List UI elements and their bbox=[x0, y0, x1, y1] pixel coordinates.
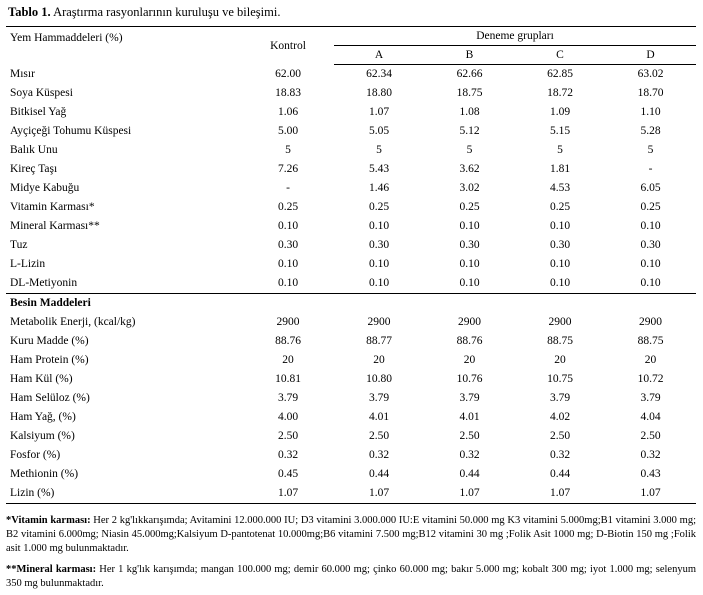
table-cell: 20 bbox=[644, 354, 657, 366]
table-cell: 1.10 bbox=[640, 106, 661, 118]
table-cell: 1.07 bbox=[242, 484, 334, 504]
table-cell: 2.50 bbox=[640, 430, 661, 442]
row-label: Fosfor (%) bbox=[10, 449, 61, 461]
table-row bbox=[6, 370, 696, 389]
table-cell: 0.45 bbox=[277, 468, 299, 480]
table-cell: 0.32 bbox=[459, 449, 480, 461]
row-label: Mineral Karması** bbox=[10, 220, 100, 232]
table-cell: 0.32 bbox=[368, 449, 390, 461]
table-cell: 10.75 bbox=[547, 373, 573, 385]
table-row bbox=[6, 236, 696, 255]
table-cell: 0.43 bbox=[640, 468, 661, 480]
table-row bbox=[6, 313, 696, 332]
row-label: Vitamin Karması* bbox=[10, 201, 95, 213]
table-cell: 2900 bbox=[276, 316, 300, 328]
table-caption-text: Araştırma rasyonlarının kuruluşu ve bileşimi. bbox=[53, 5, 281, 19]
table-cell: 18.75 bbox=[456, 87, 483, 99]
group-a-header: A bbox=[334, 46, 424, 65]
table-cell: 2.50 bbox=[368, 430, 390, 442]
table-cell: 62.66 bbox=[456, 68, 483, 80]
table-cell: 5 bbox=[466, 144, 473, 156]
row-label: Soya Küspesi bbox=[10, 87, 73, 99]
table-row bbox=[6, 65, 696, 85]
table-row bbox=[6, 332, 696, 351]
table-cell: 5.12 bbox=[459, 125, 480, 137]
table-row bbox=[6, 103, 696, 122]
table-row bbox=[6, 122, 696, 141]
table-cell: 3.79 bbox=[640, 392, 661, 404]
table-cell: 1.07 bbox=[605, 484, 696, 504]
table-row bbox=[6, 389, 696, 408]
row-label: Ham Selüloz (%) bbox=[10, 392, 90, 404]
row-label: Midye Kabuğu bbox=[10, 182, 80, 194]
table-cell: - bbox=[648, 163, 653, 175]
row-label: Lizin (%) bbox=[6, 484, 242, 504]
table-cell: 0.32 bbox=[640, 449, 661, 461]
table-cell: 1.09 bbox=[549, 106, 571, 118]
table-row bbox=[6, 465, 696, 484]
table-cell: 4.01 bbox=[459, 411, 480, 423]
table-cell: 0.44 bbox=[368, 468, 390, 480]
table-cell: 88.76 bbox=[456, 335, 483, 347]
header-row-1 bbox=[6, 27, 696, 46]
table-cell: 0.30 bbox=[640, 239, 661, 251]
table-cell: 1.08 bbox=[459, 106, 480, 118]
table-cell: 20 bbox=[282, 354, 294, 366]
table-cell: 0.44 bbox=[459, 468, 480, 480]
table-row bbox=[6, 198, 696, 217]
table-cell: 3.79 bbox=[277, 392, 299, 404]
table-cell: 18.83 bbox=[275, 87, 301, 99]
table-cell: 0.25 bbox=[549, 201, 571, 213]
ration-table-body bbox=[6, 27, 696, 504]
table-cell: 0.10 bbox=[459, 258, 480, 270]
table-row bbox=[6, 217, 696, 236]
table-cell: 62.85 bbox=[547, 68, 573, 80]
table-cell: 10.80 bbox=[366, 373, 392, 385]
table-cell: 3.62 bbox=[459, 163, 480, 175]
table-cell: 2.50 bbox=[549, 430, 571, 442]
table-cell: 62.00 bbox=[275, 67, 301, 80]
table-cell: 1.07 bbox=[334, 484, 424, 504]
table-cell: 4.04 bbox=[640, 411, 661, 423]
table-cell: 0.10 bbox=[549, 258, 571, 270]
table-cell: 0.44 bbox=[549, 468, 571, 480]
table-cell: 0.10 bbox=[549, 220, 571, 232]
vitamin-footnote-label: *Vitamin karması: bbox=[6, 515, 91, 526]
mineral-footnote-text: Her 1 kg'lık karışımda; mangan 100.000 mg; demir 60.000 mg; çinko 60.000 mg; bakır 5.000 mg; kobalt 300 mg; iyot 1.000 mg; selenyum 350 mg bulunmaktadır. bbox=[6, 564, 697, 589]
table-cell: 0.30 bbox=[549, 239, 571, 251]
table-cell: 0.10 bbox=[605, 274, 696, 294]
table-cell: 0.25 bbox=[277, 201, 299, 213]
mineral-footnote bbox=[6, 563, 696, 591]
table-cell: - bbox=[286, 182, 290, 194]
nutrients-section-row bbox=[6, 294, 696, 314]
table-cell: 20 bbox=[554, 354, 566, 366]
table-cell: 3.02 bbox=[459, 182, 480, 194]
table-cell: 18.70 bbox=[637, 87, 664, 99]
table-cell: 0.10 bbox=[334, 274, 424, 294]
table-row bbox=[6, 427, 696, 446]
table-cell: 0.32 bbox=[277, 449, 299, 461]
table-cell: 0.25 bbox=[368, 201, 390, 213]
mineral-footnote-label: **Mineral karması: bbox=[6, 564, 97, 575]
table-cell: 0.30 bbox=[277, 239, 299, 251]
row-label: Ham Protein (%) bbox=[10, 354, 89, 366]
table-row bbox=[6, 255, 696, 274]
table-cell: 2.50 bbox=[459, 430, 480, 442]
table-cell: 2900 bbox=[639, 316, 663, 328]
table-cell: 2900 bbox=[458, 316, 481, 328]
table-cell: 5.00 bbox=[277, 125, 299, 137]
table-cell: 0.25 bbox=[640, 201, 661, 213]
row-label: Mısır bbox=[10, 67, 35, 80]
table-cell: 10.81 bbox=[275, 373, 301, 385]
table-cell: 1.07 bbox=[368, 106, 390, 118]
table-row bbox=[6, 274, 696, 294]
table-cell: 0.32 bbox=[549, 449, 571, 461]
row-label: Kuru Madde (%) bbox=[10, 335, 89, 347]
table-cell: 0.30 bbox=[459, 239, 480, 251]
table-cell: 5 bbox=[285, 144, 291, 156]
table-cell: 18.72 bbox=[547, 87, 573, 99]
table-cell: 5 bbox=[376, 144, 382, 156]
table-cell: 20 bbox=[463, 354, 476, 366]
group-b-header: B bbox=[424, 46, 515, 65]
table-cell: 0.10 bbox=[242, 274, 334, 294]
table-cell: 2.50 bbox=[277, 430, 299, 442]
nutrients-section-title: Besin Maddeleri bbox=[10, 297, 91, 309]
table-cell: 18.80 bbox=[366, 87, 392, 99]
table-row bbox=[6, 446, 696, 465]
table-caption bbox=[8, 5, 280, 20]
vitamin-footnote bbox=[6, 514, 696, 556]
table-row bbox=[6, 351, 696, 370]
table-cell: 1.07 bbox=[515, 484, 605, 504]
table-cell: 5.28 bbox=[640, 125, 661, 137]
table-cell: 0.10 bbox=[515, 274, 605, 294]
table-cell: 6.05 bbox=[640, 182, 661, 194]
table-cell: 0.10 bbox=[640, 220, 661, 232]
table-cell: 0.10 bbox=[459, 220, 480, 232]
table-cell: 63.02 bbox=[637, 68, 664, 80]
table-cell: 3.79 bbox=[459, 392, 480, 404]
group-d-header: D bbox=[605, 46, 696, 65]
row-label: Methionin (%) bbox=[10, 468, 79, 480]
table-cell: 88.75 bbox=[637, 335, 664, 347]
table-cell: 0.10 bbox=[368, 258, 390, 270]
row-label: L-Lizin bbox=[10, 258, 46, 270]
row-label: Kireç Taşı bbox=[10, 163, 58, 175]
table-cell: 0.10 bbox=[277, 220, 299, 232]
control-header: Kontrol bbox=[242, 27, 334, 65]
table-cell: 5.43 bbox=[368, 163, 390, 175]
table-cell: 62.34 bbox=[366, 68, 392, 80]
table-cell: 0.10 bbox=[640, 258, 661, 270]
row-label: Ham Yağ, (%) bbox=[10, 411, 76, 423]
group-c-header: C bbox=[515, 46, 605, 65]
table-cell: 4.02 bbox=[549, 411, 571, 423]
table-caption-label: Tablo 1. bbox=[8, 5, 51, 19]
table-cell: 1.46 bbox=[368, 182, 390, 194]
feed-header: Yem Hammaddeleri (%) bbox=[6, 27, 242, 65]
ration-table bbox=[6, 26, 696, 504]
table-row bbox=[6, 160, 696, 179]
row-label: Ayçiçeği Tohumu Küspesi bbox=[10, 125, 132, 137]
table-cell: 5 bbox=[647, 144, 654, 156]
row-label: DL-Metiyonin bbox=[6, 274, 242, 294]
table-cell: 7.26 bbox=[277, 163, 299, 175]
table-cell: 5.15 bbox=[549, 125, 571, 137]
row-label: Bitkisel Yağ bbox=[10, 106, 67, 118]
row-label: Balık Unu bbox=[10, 144, 58, 156]
table-row bbox=[6, 408, 696, 427]
table-row bbox=[6, 141, 696, 160]
table-cell: 88.77 bbox=[366, 335, 392, 347]
row-label: Metabolik Enerji, (kcal/kg) bbox=[10, 316, 136, 328]
table-cell: 10.72 bbox=[637, 373, 664, 385]
table-row bbox=[6, 484, 696, 504]
table-cell: 5 bbox=[557, 144, 563, 156]
table-cell: 1.06 bbox=[277, 106, 299, 118]
table-cell: 0.10 bbox=[424, 274, 515, 294]
table-cell: 3.79 bbox=[368, 392, 390, 404]
table-cell: 0.10 bbox=[368, 220, 390, 232]
table-row bbox=[6, 84, 696, 103]
table-cell: 0.30 bbox=[368, 239, 390, 251]
table-cell: 88.76 bbox=[275, 335, 301, 347]
table-row bbox=[6, 179, 696, 198]
table-cell: 0.10 bbox=[277, 258, 299, 270]
vitamin-footnote-text: Her 2 kg'lıkkarışımda; Avitamini 12.000.000 IU; D3 vitamini 3.000.000 IU:E vitamini 50.000 mg K3 vitamini 5.000mg;B1 vitamini 3.000 mg; B2 vitamini 6.000mg; Niasin 45.000mg;Kalsiyum D-pantotenat 10.000mg;B6 vitamini 7.500 mg;B12 vitamini 30 mg ;Folik Asit 1000 mg; D-Biotin 150 mg ;Folik asit 1.000 mg bulunmaktadır. bbox=[6, 515, 696, 554]
group-header: Deneme grupları bbox=[334, 27, 696, 46]
row-label: Ham Kül (%) bbox=[10, 373, 73, 385]
table-cell: 1.81 bbox=[549, 163, 571, 175]
row-label: Tuz bbox=[10, 239, 28, 251]
row-label: Kalsiyum (%) bbox=[10, 430, 75, 442]
table-cell: 88.75 bbox=[547, 335, 573, 347]
table-cell: 4.00 bbox=[277, 411, 299, 423]
table-cell: 2900 bbox=[367, 316, 391, 328]
table-cell: 5.05 bbox=[368, 125, 390, 137]
table-cell: 0.25 bbox=[459, 201, 480, 213]
table-cell: 4.01 bbox=[368, 411, 390, 423]
table-cell: 4.53 bbox=[549, 182, 571, 194]
table-cell: 2900 bbox=[548, 316, 572, 328]
table-cell: 1.07 bbox=[424, 484, 515, 504]
table-cell: 10.76 bbox=[456, 373, 483, 385]
table-cell: 3.79 bbox=[549, 392, 571, 404]
table-cell: 20 bbox=[373, 354, 385, 366]
